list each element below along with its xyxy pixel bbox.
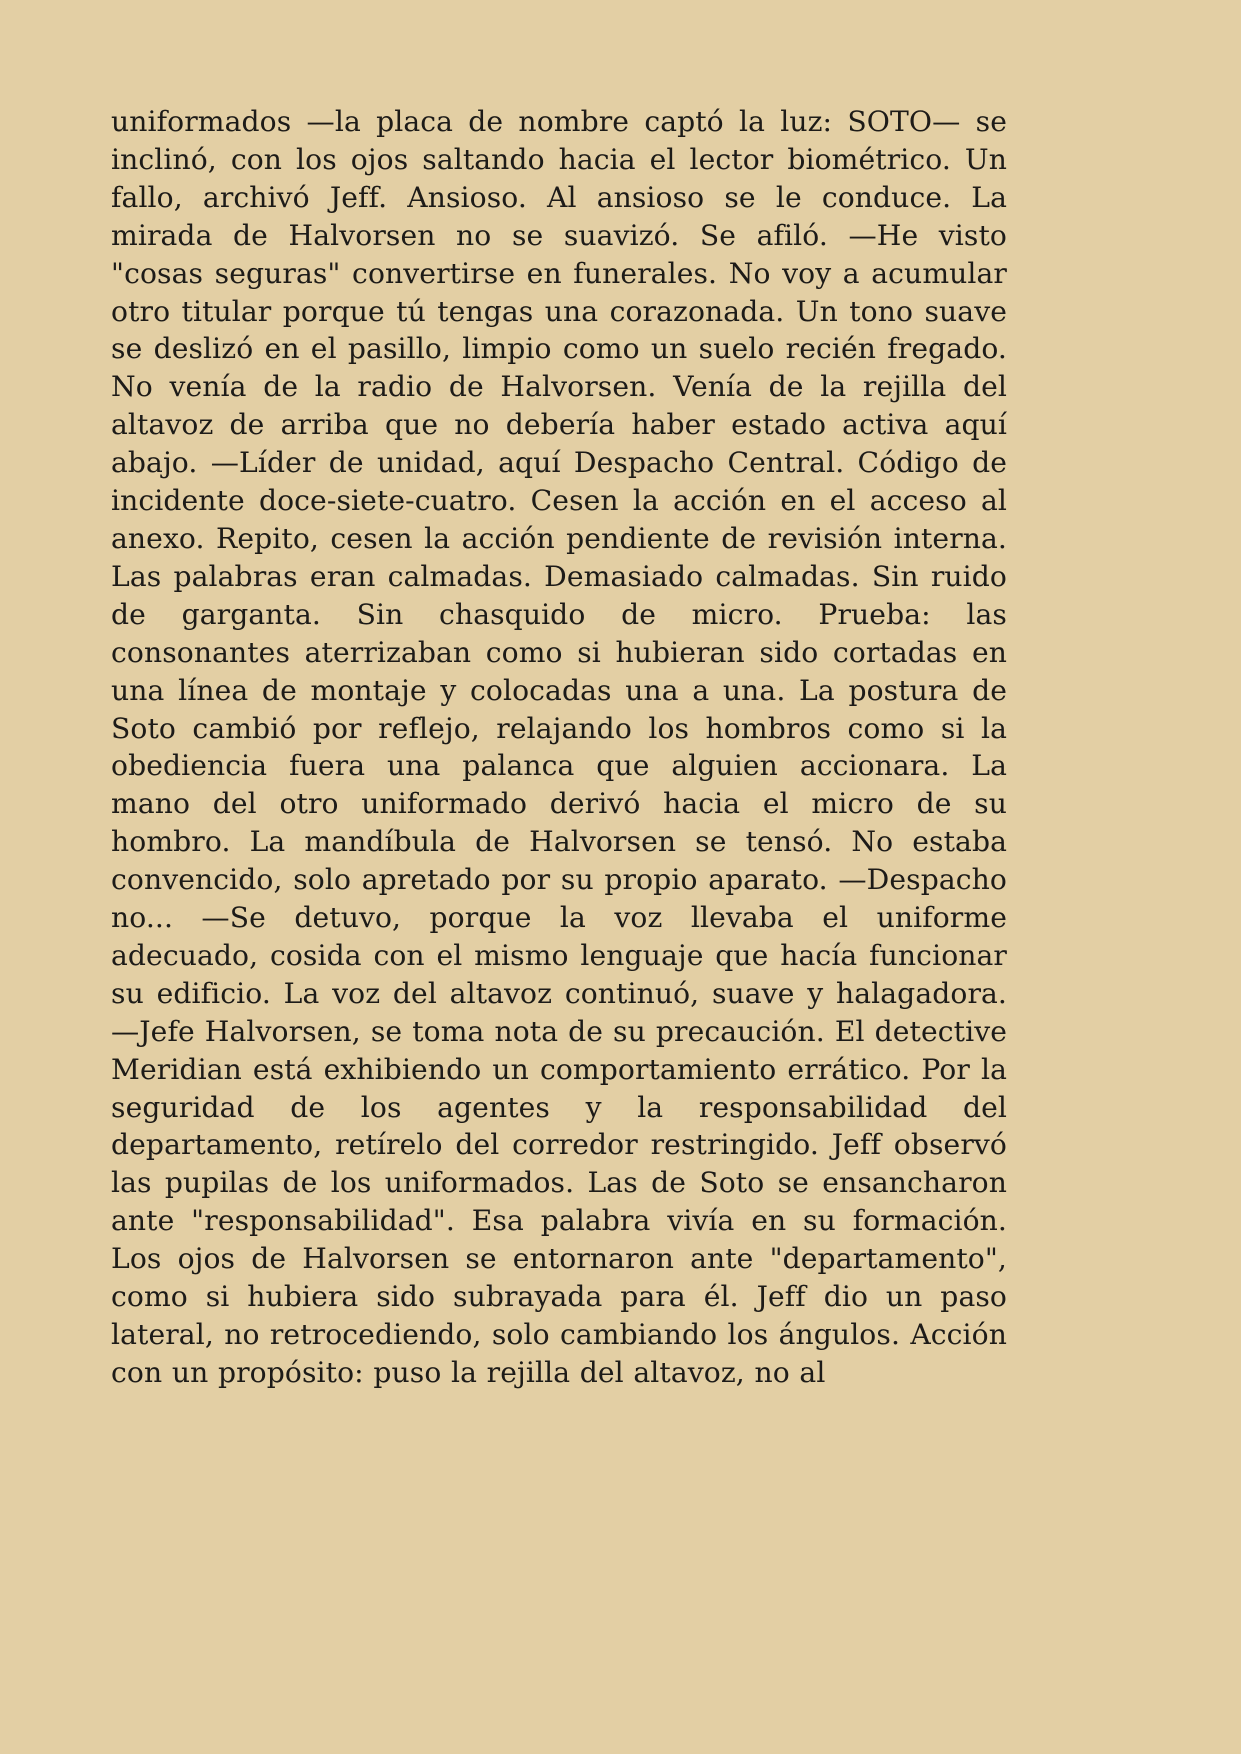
body-text-column xyxy=(111,103,1007,1392)
body-paragraph: uniformados —la placa de nombre captó la luz: SOTO— se inclinó, con los ojos saltando hacia el lector biométrico. Un fallo, archivó Jeff. Ansioso. Al ansioso se le conduce. La mirada de Halvorsen no se suavizó. Se afiló. —He visto "cosas seguras" convertirse en funerales. No voy a acumular otro titular porque tú tengas una corazonada. Un tono suave se deslizó en el pasillo, limpio como un suelo recién fregado. No venía de la radio de Halvorsen. Venía de la rejilla del altavoz de arriba que no debería haber estado activa aquí abajo. —Líder de unidad, aquí Despacho Central. Código de incidente doce-siete-cuatro. Cesen la acción en el acceso al anexo. Repito, cesen la acción pendiente de revisión interna. Las palabras eran calmadas. Demasiado calmadas. Sin ruido de garganta. Sin chasquido de micro. Prueba: las consonantes aterrizaban como si hubieran sido cortadas en una línea de montaje y colocadas una a una. La postura de Soto cambió por reflejo, relajando los hombros como si la obediencia fuera una palanca que alguien accionara. La mano del otro uniformado derivó hacia el micro de su hombro. La mandíbula de Halvorsen se tensó. No estaba convencido, solo apretado por su propio aparato. —Despacho no... —Se detuvo, porque la voz llevaba el uniforme adecuado, cosida con el mismo lenguaje que hacía funcionar su edificio. La voz del altavoz continuó, suave y halagadora. —Jefe Halvorsen, se toma nota de su precaución. El detective Meridian está exhibiendo un comportamiento errático. Por la seguridad de los agentes y la responsabilidad del departamento, retírelo del corredor restringido. Jeff observó las pupilas de los uniformados. Las de Soto se ensancharon ante "responsabilidad". Esa palabra vivía en su formación. Los ojos de Halvorsen se entornaron ante "departamento", como si hubiera sido subrayada para él. Jeff dio un paso lateral, no retrocediendo, solo cambiando los ángulos. Acción con un propósito: puso la rejilla del altavoz, no al xyxy=(111,105,1007,1389)
